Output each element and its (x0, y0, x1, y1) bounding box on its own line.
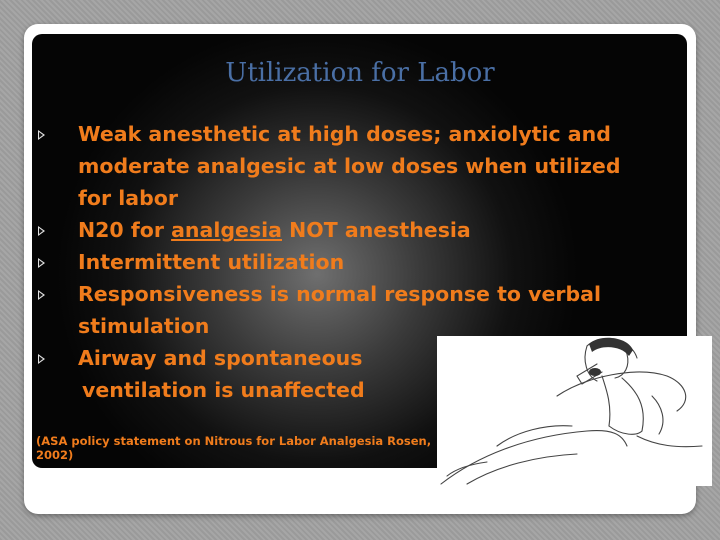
citation: (ASA policy statement on Nitrous for Labor Analgesia Rosen, 2002) (36, 434, 432, 462)
bullet-text: Weak anesthetic at high doses; anxiolytic and moderate analgesic at low doses when utilized for labor (78, 122, 621, 210)
arrow-bullet-icon (38, 226, 45, 236)
illustration-sketch (437, 336, 712, 486)
bullet-text-line1: Airway and spontaneous (78, 346, 363, 370)
bullet-item (38, 214, 658, 246)
bullet-text: Intermittent utilization (78, 250, 345, 274)
bullet-item (38, 246, 658, 278)
bullet-text-line2: ventilation is unaffected (82, 378, 365, 402)
bullet-item (38, 278, 658, 342)
bullet-text-pre: N20 for (78, 218, 172, 242)
bullet-item (38, 118, 658, 214)
slide-title: Utilization for Labor (225, 58, 495, 88)
bullet-text-post: NOT anesthesia (282, 218, 471, 242)
bullet-text: Responsiveness is normal response to verbal stimulation (78, 282, 602, 338)
woman-using-nitrous-mask-illustration (437, 336, 712, 486)
arrow-bullet-icon (38, 290, 45, 300)
arrow-bullet-icon (38, 258, 45, 268)
bullet-text-underlined: analgesia (171, 218, 283, 242)
arrow-bullet-icon (38, 130, 45, 140)
arrow-bullet-icon (38, 354, 45, 364)
